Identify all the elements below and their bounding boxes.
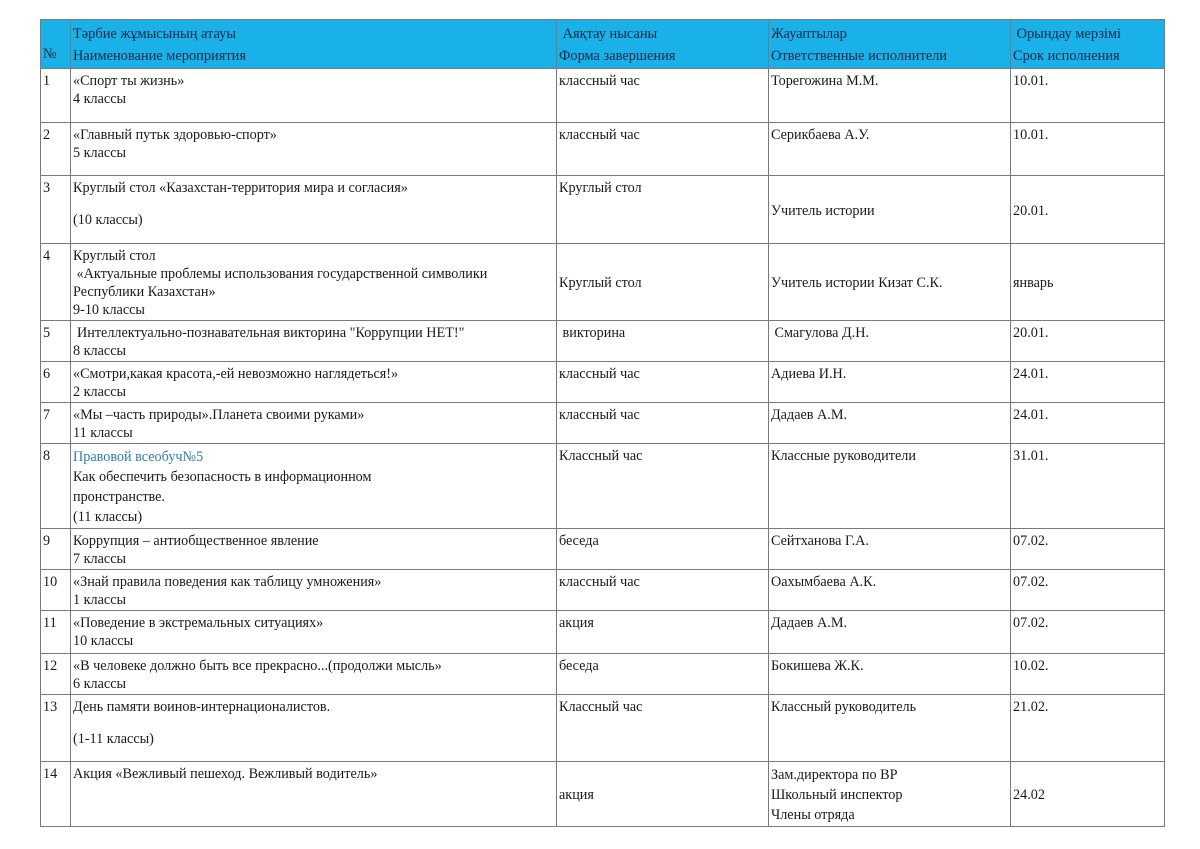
completion-form-cell: классный час [557,69,769,123]
event-title: Как обеспечить безопасность в информационном пронстранстве. [73,469,372,505]
event-name-cell [71,529,557,570]
event-name-cell [71,695,557,762]
table-row [41,762,1165,827]
responsible-person: Серикбаева А.У. [771,127,870,143]
deadline-cell: 31.01. [1011,444,1165,529]
event-name-cell [71,611,557,654]
event-title: Круглый стол «Казахстан-территория мира и согласия» [73,180,408,196]
deadline-cell: 24.01. [1011,403,1165,444]
header-number-label: № [43,46,57,62]
event-name-cell [71,176,557,244]
table-row [41,69,1165,123]
completion-form-cell: классный час [557,123,769,176]
table-row [41,444,1165,529]
deadline-cell: 21.02. [1011,695,1165,762]
table-row [41,529,1165,570]
table-row [41,403,1165,444]
event-name-cell [71,362,557,403]
header-event-name-kk: Тәрбие жұмысының атауы [73,26,237,42]
row-number: 12 [41,654,71,695]
completion-form-cell: классный час [557,362,769,403]
row-number: 11 [41,611,71,654]
table-row [41,570,1165,611]
responsible-person: Дадаев А.М. [771,407,847,423]
row-number: 8 [41,444,71,529]
table-row [41,123,1165,176]
responsible-cell [769,529,1011,570]
responsible-cell [769,570,1011,611]
deadline-cell: 20.01. [1011,321,1165,362]
completion-form-cell: акция [557,611,769,654]
deadline-cell: 24.02 [1011,762,1165,827]
completion-form-cell: Круглый стол [557,176,769,244]
deadline-cell: 24.01. [1011,362,1165,403]
event-title: Интеллектуально-познавательная викторина "Коррупции НЕТ!" [77,325,465,341]
event-grade: 8 классы [73,343,127,359]
event-name-cell [71,321,557,362]
row-number: 4 [41,244,71,321]
responsible-cell [769,69,1011,123]
event-grade: 7 классы [73,551,127,567]
row-number: 13 [41,695,71,762]
event-title: «Спорт ты жизнь» [73,73,185,89]
responsible-cell [769,695,1011,762]
header-deadline-ru: Срок исполнения [1013,48,1120,64]
event-title: «Поведение в экстремальных ситуациях» [73,615,324,631]
header-number [41,20,71,69]
row-number: 7 [41,403,71,444]
responsible-person: Члены отряда [771,807,855,823]
completion-form-cell: акция [557,762,769,827]
header-deadline [1011,20,1165,69]
event-name-cell [71,123,557,176]
responsible-cell [769,611,1011,654]
responsible-cell [769,176,1011,244]
event-title: День памяти воинов-интернационалистов. [73,699,331,715]
event-title: Акция «Вежливый пешеход. Вежливый водитель» [73,766,378,782]
deadline-cell: 07.02. [1011,611,1165,654]
responsible-person: Зам.директора по ВР [771,767,898,783]
event-grade: (11 классы) [73,509,143,525]
deadline-cell: 10.02. [1011,654,1165,695]
row-number: 2 [41,123,71,176]
event-title: «Актуальные проблемы использования государственной символики Республики Казахстан» [73,266,491,300]
event-name-cell [71,654,557,695]
responsible-cell [769,654,1011,695]
event-title: «Смотри,какая красота,-ей невозможно наглядеться!» [73,366,399,382]
event-grade: 2 классы [73,384,127,400]
event-name-cell [71,69,557,123]
responsible-cell [769,123,1011,176]
event-type: Круглый стол [73,248,156,264]
header-deadline-kk: Орындау мерзімі [1013,26,1121,42]
table-header-row [41,20,1165,69]
event-grade: 10 классы [73,633,134,649]
event-grade: 4 классы [73,91,127,107]
event-grade: 11 классы [73,425,133,441]
table-row [41,611,1165,654]
responsible-cell [769,321,1011,362]
table-row [41,321,1165,362]
deadline-cell: 07.02. [1011,529,1165,570]
legal-education-link[interactable]: Правовой всеобуч№5 [73,449,204,465]
table-row [41,654,1165,695]
event-title: «Мы –часть природы».Планета своими руками» [73,407,365,423]
deadline-cell: 10.01. [1011,123,1165,176]
responsible-person: Оахымбаева А.К. [771,574,877,590]
deadline-cell: 07.02. [1011,570,1165,611]
responsible-person: Торегожина М.М. [771,73,879,89]
responsible-cell [769,762,1011,827]
event-title: Коррупция – антиобщественное явление [73,533,319,549]
responsible-person: Сейтханова Г.А. [771,533,869,549]
header-responsible [769,20,1011,69]
responsible-person: Учитель истории [771,202,875,219]
event-grade: 5 классы [73,145,127,161]
deadline-cell: 10.01. [1011,69,1165,123]
event-name-cell [71,444,557,529]
row-number: 5 [41,321,71,362]
table-row [41,244,1165,321]
header-event-name-ru: Наименование мероприятия [73,48,246,64]
responsible-cell [769,403,1011,444]
header-event-name [71,20,557,69]
deadline-cell: январь [1011,244,1165,321]
event-grade: (1-11 классы) [73,731,154,747]
responsible-person: Учитель истории Кизат С.К. [771,275,943,291]
header-completion-form [557,20,769,69]
row-number: 9 [41,529,71,570]
event-name-cell [71,762,557,827]
header-completion-form-ru: Форма завершения [559,48,676,64]
responsible-person: Классные руководители [771,448,916,464]
responsible-person: Смагулова Д.Н. [771,325,870,341]
table-row [41,176,1165,244]
completion-form-cell: Классный час [557,444,769,529]
responsible-person: Адиева И.Н. [771,366,847,382]
responsible-person: Классный руководитель [771,699,917,715]
responsible-person: Бокишева Ж.К. [771,658,864,674]
completion-form-cell: классный час [557,570,769,611]
event-grade: (10 классы) [73,212,143,228]
header-responsible-ru: Ответственные исполнители [771,48,948,64]
header-responsible-kk: Жауаптылар [771,26,847,42]
events-plan-table [40,19,1165,827]
deadline-cell: 20.01. [1011,176,1165,244]
event-grade: 9-10 классы [73,302,145,318]
event-title: «Главный путьк здоровью-спорт» [73,127,277,143]
row-number: 3 [41,176,71,244]
event-name-cell [71,570,557,611]
responsible-cell [769,444,1011,529]
row-number: 6 [41,362,71,403]
table-row [41,362,1165,403]
responsible-person: Школьный инспектор [771,787,903,803]
row-number: 14 [41,762,71,827]
event-grade: 6 классы [73,676,127,692]
table-row [41,695,1165,762]
completion-form-cell: классный час [557,403,769,444]
event-name-cell [71,244,557,321]
completion-form-cell: беседа [557,654,769,695]
responsible-person: Дадаев А.М. [771,615,847,631]
row-number: 10 [41,570,71,611]
completion-form-cell: Круглый стол [557,244,769,321]
responsible-cell [769,244,1011,321]
header-completion-form-kk: Аяқтау нысаны [559,26,658,42]
event-title: «В человеке должно быть все прекрасно...(продолжи мысль» [73,658,442,674]
responsible-cell [769,362,1011,403]
event-name-cell [71,403,557,444]
event-title: «Знай правила поведения как таблицу умножения» [73,574,382,590]
completion-form-cell: Классный час [557,695,769,762]
row-number: 1 [41,69,71,123]
event-grade: 1 классы [73,592,127,608]
completion-form-cell: викторина [557,321,769,362]
completion-form-cell: беседа [557,529,769,570]
